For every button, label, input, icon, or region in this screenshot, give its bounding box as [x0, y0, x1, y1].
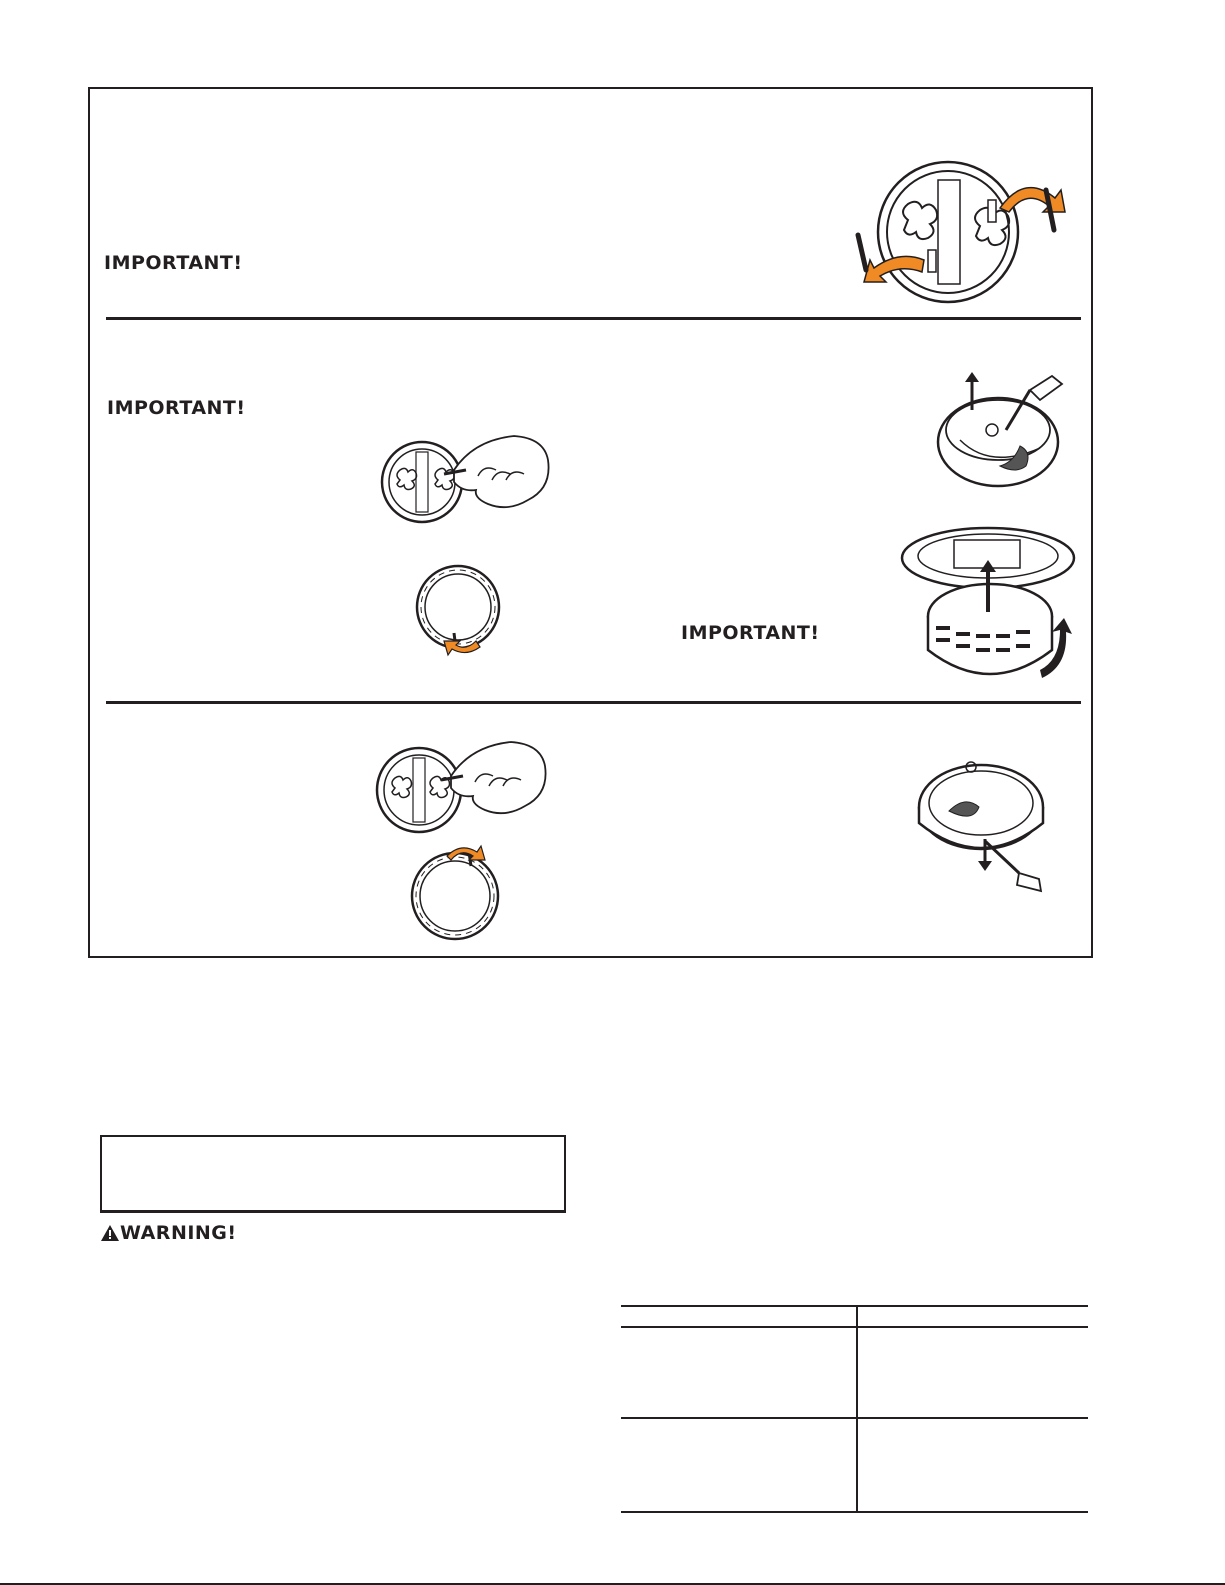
trim-ring-illustration-2: [405, 838, 515, 946]
important-label-1: IMPORTANT!: [104, 252, 243, 274]
important-label-2: IMPORTANT!: [107, 397, 246, 419]
section-divider-1: [106, 317, 1081, 320]
warning-triangle-icon: [100, 1224, 120, 1242]
table-header-rule: [621, 1326, 1088, 1328]
table-bottom-rule: [621, 1511, 1088, 1513]
bracket-pins-illustration: [850, 160, 1070, 310]
detector-rotate-illustration: [900, 520, 1080, 690]
table-column-divider: [856, 1305, 858, 1511]
detector-screwdriver-illustration-2: [915, 755, 1065, 895]
table-row-rule: [621, 1417, 1088, 1419]
important-label-3: IMPORTANT!: [681, 622, 820, 644]
section-divider-2: [106, 701, 1081, 704]
trim-ring-illustration-1: [410, 563, 520, 663]
table-top-rule: [621, 1305, 1088, 1307]
detector-screwdriver-illustration-1: [930, 370, 1080, 495]
bracket-hand-illustration-2: [375, 732, 545, 842]
note-box: [100, 1135, 566, 1213]
warning-label: WARNING!: [120, 1222, 237, 1244]
bracket-hand-illustration-1: [382, 430, 552, 540]
warning-label-row: [100, 1222, 237, 1244]
